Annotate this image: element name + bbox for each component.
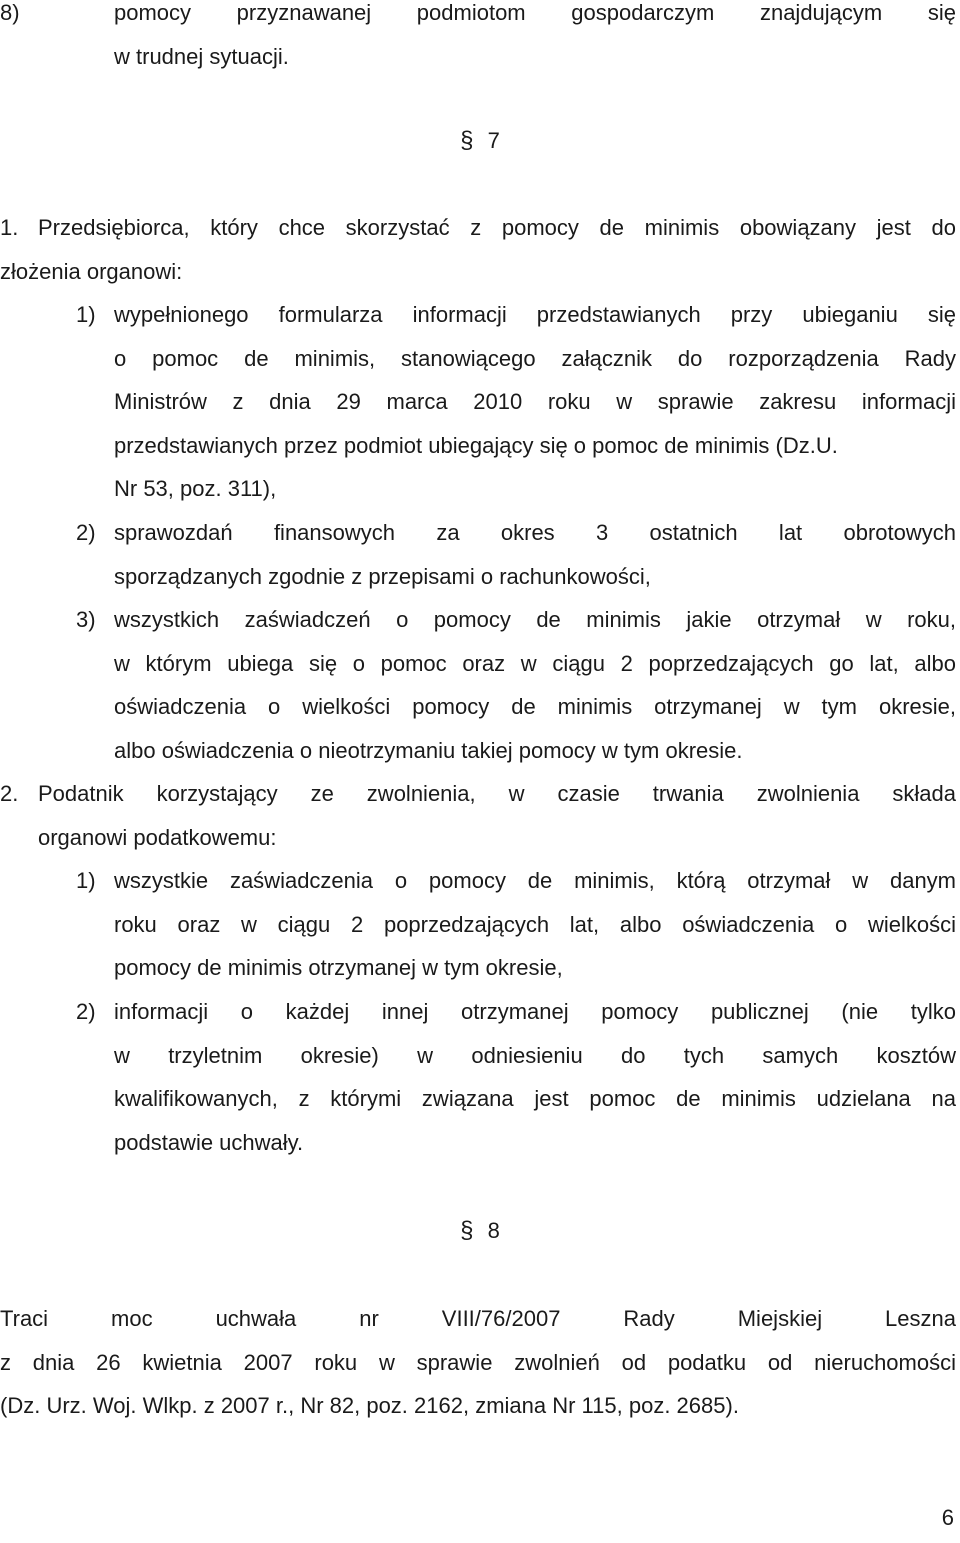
paragraph-number: 1.	[0, 215, 19, 240]
item-line: przedstawianych przez podmiot ubiegający się o pomoc de minimis (Dz.U.	[114, 432, 838, 458]
item-line: podstawie uchwały.	[114, 1129, 304, 1155]
item-line: w trzyletnim okresie) w odniesieniu do tych samych kosztów	[114, 1042, 956, 1068]
paragraph-number: 2.	[0, 781, 19, 806]
paragraph-line: Przedsiębiorca, który chce skorzystać z pomocy de minimis obowiązany jest do	[38, 215, 956, 240]
item-line: sprawozdań finansowych za okres 3 ostatnich lat obrotowych	[114, 520, 956, 545]
section-sign: §	[460, 127, 474, 154]
item-line: pomocy de minimis otrzymanej w tym okresie,	[114, 955, 563, 980]
paragraph-1	[0, 206, 956, 293]
item-line: wszystkie zaświadczenia o pomocy de minimis, którą otrzymał w danym	[114, 868, 956, 893]
list-item-3	[76, 598, 956, 772]
item-number: 2)	[76, 999, 96, 1024]
section-heading-7	[0, 119, 960, 163]
item-line: pomocy przyznawanej podmiotom gospodarczym znajdującym się	[114, 0, 956, 25]
item-line: wszystkich zaświadczeń o pomocy de minimis jakie otrzymał w roku,	[114, 607, 956, 632]
item-line: o pomoc de minimis, stanowiącego załącznik do rozporządzenia Rady	[114, 345, 956, 371]
section-heading-8	[0, 1209, 960, 1253]
paragraph-line: złożenia organowi:	[0, 258, 183, 284]
section-number: 7	[487, 128, 500, 153]
top-list-item	[0, 0, 956, 78]
list-item-1	[76, 293, 956, 511]
item-line: kwalifikowanych, z którymi związana jest pomoc de minimis udzielana na	[114, 1086, 956, 1111]
section-8-text	[0, 1297, 956, 1428]
item-line: wypełnionego formularza informacji przedstawianych przy ubieganiu się	[114, 302, 956, 327]
item-line: w którym ubiega się o pomoc oraz w ciągu 2 poprzedzających go lat, albo	[114, 650, 956, 676]
paragraph-2	[0, 772, 956, 859]
text-line: Traci moc uchwała nr VIII/76/2007 Rady Miejskiej Leszna	[0, 1306, 956, 1331]
list-item-p2-2	[76, 990, 956, 1164]
text-line: (Dz. Urz. Woj. Wlkp. z 2007 r., Nr 82, poz. 2162, zmiana Nr 115, poz. 2685).	[0, 1393, 739, 1418]
paragraph-line: Podatnik korzystający ze zwolnienia, w czasie trwania zwolnienia składa	[38, 781, 956, 806]
paragraph-line: organowi podatkowemu:	[38, 824, 277, 850]
item-number: 8)	[0, 0, 20, 25]
list-item-p2-1	[76, 859, 956, 990]
item-line: roku oraz w ciągu 2 poprzedzających lat, albo oświadczenia o wielkości	[114, 911, 956, 937]
text-line: z dnia 26 kwietnia 2007 roku w sprawie zwolnień od podatku od nieruchomości	[0, 1349, 956, 1375]
list-item-2	[76, 511, 956, 598]
item-line: albo oświadczenia o nieotrzymaniu takiej pomocy w tym okresie.	[114, 737, 743, 763]
item-line: oświadczenia o wielkości pomocy de minimis otrzymanej w tym okresie,	[114, 694, 956, 719]
section-sign: §	[460, 1217, 474, 1244]
item-number: 1)	[76, 868, 96, 893]
item-line: w trudnej sytuacji.	[114, 43, 289, 69]
item-line: Ministrów z dnia 29 marca 2010 roku w sprawie zakresu informacji	[114, 389, 956, 414]
page-number: 6	[941, 1504, 954, 1530]
item-number: 2)	[76, 520, 96, 545]
item-line: sporządzanych zgodnie z przepisami o rachunkowości,	[114, 563, 651, 589]
item-line: Nr 53, poz. 311),	[114, 476, 277, 501]
section-number: 8	[487, 1218, 500, 1243]
item-number: 1)	[76, 302, 96, 327]
item-line: informacji o każdej innej otrzymanej pomocy publicznej (nie tylko	[114, 999, 956, 1024]
item-number: 3)	[76, 607, 96, 632]
